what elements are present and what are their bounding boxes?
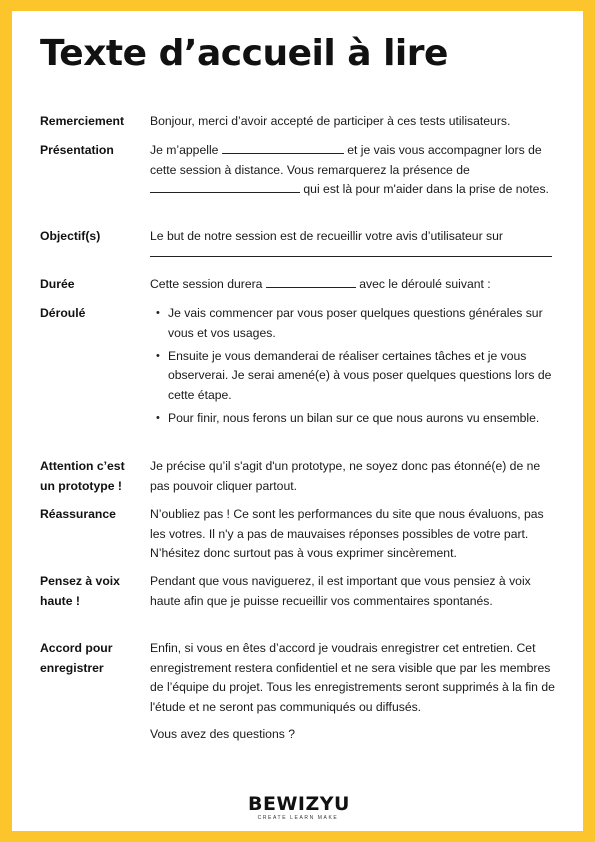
objectif-text: Le but de notre session est de recueillir votre avis d’utilisateur sur xyxy=(150,229,503,243)
duree-text-1: Cette session durera xyxy=(150,277,263,291)
list-item: • Pour finir, nous ferons un bilan sur ce que nous aurons vu ensemble. xyxy=(168,409,555,429)
section-label: Déroulé xyxy=(40,306,86,320)
presentation-text-3: qui est là pour m'aider dans la prise de notes. xyxy=(303,182,549,196)
steps-list xyxy=(150,304,555,428)
section-text xyxy=(150,227,555,257)
presentation-text-1: Je m’appelle xyxy=(150,143,219,157)
section-text xyxy=(150,639,555,745)
duree-text-2: avec le déroulé suivant : xyxy=(359,277,491,291)
section-text xyxy=(150,275,555,295)
section-text: Pendant que vous naviguerez, il est important que vous pensiez à voix haute afin que je puisse recueillir vos commentaires spontanés. xyxy=(150,574,531,608)
duration-blank-line xyxy=(266,276,356,288)
observer-blank-line xyxy=(150,181,300,193)
section-label: Attention c’est un prototype ! xyxy=(40,459,125,493)
logo-tagline: CREATE LEARN MAKE xyxy=(257,815,339,821)
name-blank-line xyxy=(222,142,344,154)
brand-logo xyxy=(248,793,348,822)
objectif-blank-line xyxy=(150,247,552,257)
section-text: Bonjour, merci d’avoir accepté de participer à ces tests utilisateurs. xyxy=(150,114,511,128)
section-label: Remerciement xyxy=(40,114,124,128)
page-title: Texte d’accueil à lire xyxy=(40,33,448,74)
section-text: Je précise qu’il s'agit d'un prototype, ne soyez donc pas étonné(e) de ne pas pouvoir cliquer partout. xyxy=(150,459,541,493)
logo-wordmark: BEWIZYU xyxy=(248,793,350,815)
questions-text: Vous avez des questions ? xyxy=(150,727,295,741)
section-label: Présentation xyxy=(40,143,114,157)
section-label: Pensez à voix haute ! xyxy=(40,574,120,608)
section-label: Accord pour enregistrer xyxy=(40,641,113,675)
section-text: N’oubliez pas ! Ce sont les performances du site que nous évaluons, pas les votres. Il n'y a pas de mauvaises réponses possibles de votre part. N’hésitez donc surtout pas à vous exprimer sincèrement. xyxy=(150,507,544,560)
section-label: Objectif(s) xyxy=(40,229,101,243)
section-text xyxy=(150,304,555,432)
section-text xyxy=(150,141,555,200)
section-label: Réassurance xyxy=(40,507,116,521)
list-item: • Ensuite je vous demanderai de réaliser certaines tâches et je vous observerai. Je serai amené(e) à vous poser quelques questions lors de cette étape. xyxy=(168,347,555,406)
presentation-text-2: et je vais vous accompagner lors de cette session à distance. Vous remarquerez la présence de xyxy=(150,143,542,177)
accord-text: Enfin, si vous en êtes d’accord je voudrais enregistrer cet entretien. Cet enregistrement restera confidentiel et ne sera visible que par les membres de l’équipe du projet. Tous les enregistrements seront supprimés à la fin de l'étude et ne seront pas communiqués ou diffusés. xyxy=(150,641,555,714)
list-item: • Je vais commencer par vous poser quelques questions générales sur vous et vos usages. xyxy=(168,304,555,343)
section-label: Durée xyxy=(40,277,75,291)
document-page xyxy=(12,11,583,831)
